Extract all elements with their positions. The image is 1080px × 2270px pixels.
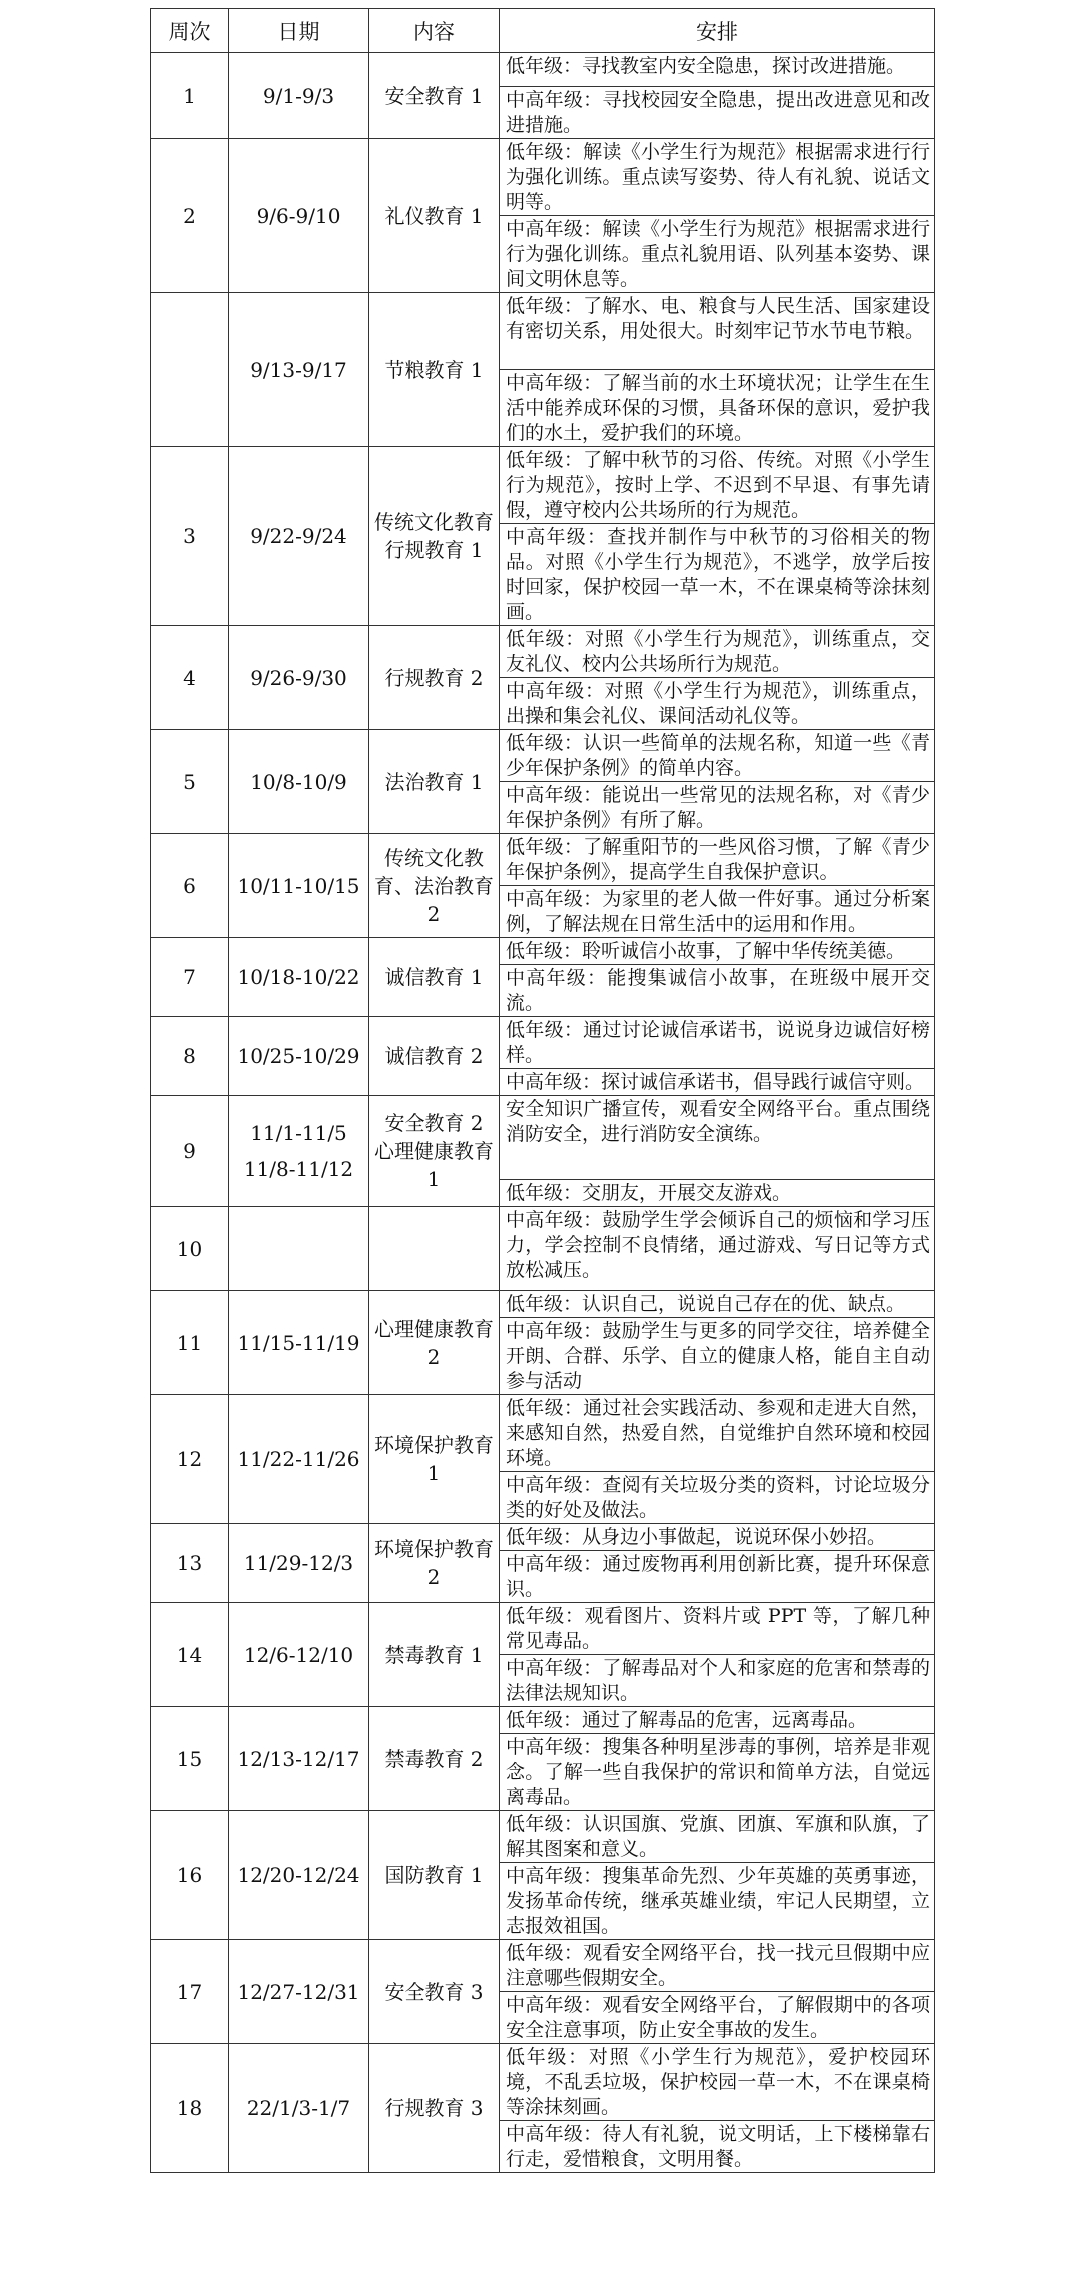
date-cell bbox=[229, 730, 369, 834]
date-cell bbox=[229, 1207, 369, 1291]
plan-upper-grade: 中高年级：查找并制作与中秋节的习俗相关的物品。对照《小学生行为规范》，不逃学，放学后按时回家，保护校园一草一木，不在课桌椅等涂抹刻画。 bbox=[500, 524, 935, 626]
topic-text: 节粮教育 1 bbox=[384, 357, 484, 382]
plan-upper-grade: 中高年级：观看安全网络平台，了解假期中的各项安全注意事项，防止安全事故的发生。 bbox=[500, 1992, 935, 2044]
plan-lower-grade: 低年级：认识国旗、党旗、团旗、军旗和队旗，了解其图案和意义。 bbox=[500, 1811, 935, 1863]
plan-lower-grade: 低年级：通过社会实践活动、参观和走进大自然，来感知自然，热爱自然，自觉维护自然环境和校园环境。 bbox=[500, 1395, 935, 1472]
topic-text: 诚信教育 2 bbox=[384, 1044, 484, 1068]
topic-cell bbox=[369, 139, 500, 293]
plan-lower-grade: 低年级：从身边小事做起，说说环保小妙招。 bbox=[500, 1524, 935, 1551]
schedule-row bbox=[151, 1017, 935, 1069]
topic-cell bbox=[369, 53, 500, 139]
topic-cell bbox=[369, 1603, 500, 1707]
plan-upper-grade: 中高年级：能说出一些常见的法规名称，对《青少年保护条例》有所了解。 bbox=[500, 782, 935, 834]
week-cell: 15 bbox=[151, 1707, 229, 1811]
date-cell bbox=[229, 1524, 369, 1603]
plan-lower-grade: 低年级：观看图片、资料片或 PPT 等，了解几种常见毒品。 bbox=[500, 1603, 935, 1655]
plan-lower-grade: 低年级：聆听诚信小故事，了解中华传统美德。 bbox=[500, 938, 935, 965]
topic-cell bbox=[369, 293, 500, 447]
schedule-row bbox=[151, 1207, 935, 1291]
date-cell bbox=[229, 293, 369, 447]
topic-text: 心理健康教育 2 bbox=[374, 1316, 494, 1369]
plan-upper-grade: 中高年级：能搜集诚信小故事，在班级中展开交流。 bbox=[500, 965, 935, 1017]
date-cell bbox=[229, 1395, 369, 1524]
schedule-row bbox=[151, 1395, 935, 1472]
plan-upper-grade: 中高年级：查阅有关垃圾分类的资料，讨论垃圾分类的好处及做法。 bbox=[500, 1472, 935, 1524]
date-text: 10/18-10/22 bbox=[237, 965, 360, 989]
schedule-table bbox=[150, 8, 935, 2173]
week-cell: 2 bbox=[151, 139, 229, 293]
date-cell bbox=[229, 1707, 369, 1811]
plan-lower-grade: 低年级：了解重阳节的一些风俗习惯，了解《青少年保护条例》，提高学生自我保护意识。 bbox=[500, 834, 935, 886]
schedule-row bbox=[151, 2044, 935, 2121]
week-cell: 6 bbox=[151, 834, 229, 938]
date-cell bbox=[229, 1811, 369, 1940]
topic-text-2: 行规教育 1 bbox=[384, 538, 484, 562]
week-cell: 13 bbox=[151, 1524, 229, 1603]
plan-upper-grade: 中高年级：待人有礼貌，说文明话，上下楼梯靠右行走，爱惜粮食，文明用餐。 bbox=[500, 2121, 935, 2173]
schedule-body bbox=[151, 53, 935, 2173]
plan-lower-grade: 低年级：通过了解毒品的危害，远离毒品。 bbox=[500, 1707, 935, 1734]
date-cell bbox=[229, 2044, 369, 2173]
schedule-row bbox=[151, 938, 935, 965]
topic-text: 安全教育 1 bbox=[384, 83, 484, 108]
topic-text: 安全教育 2 bbox=[384, 1111, 484, 1135]
week-cell: 7 bbox=[151, 938, 229, 1017]
plan-lower-grade: 低年级：认识一些简单的法规名称，知道一些《青少年保护条例》的简单内容。 bbox=[500, 730, 935, 782]
week-cell: 14 bbox=[151, 1603, 229, 1707]
topic-cell bbox=[369, 447, 500, 626]
week-cell: 4 bbox=[151, 626, 229, 730]
plan-lower-grade: 低年级：了解中秋节的习俗、传统。对照《小学生行为规范》，按时上学、不迟到不早退、有事先请假，遵守校内公共场所的行为规范。 bbox=[500, 447, 935, 524]
topic-text: 法治教育 1 bbox=[384, 769, 484, 794]
week-cell: 16 bbox=[151, 1811, 229, 1940]
plan-upper-grade: 中高年级：解读《小学生行为规范》根据需求进行行为强化训练。重点礼貌用语、队列基本姿势、课间文明休息等。 bbox=[500, 216, 935, 293]
date-text: 10/25-10/29 bbox=[237, 1044, 360, 1068]
topic-text: 禁毒教育 2 bbox=[384, 1746, 484, 1771]
date-cell bbox=[229, 53, 369, 139]
date-text: 12/20-12/24 bbox=[237, 1863, 360, 1887]
week-cell: 11 bbox=[151, 1291, 229, 1395]
week-cell: 1 bbox=[151, 53, 229, 139]
header-plan: 安排 bbox=[500, 9, 935, 53]
plan-lower-grade: 低年级：通过讨论诚信承诺书，说说身边诚信好榜样。 bbox=[500, 1017, 935, 1069]
schedule-row bbox=[151, 139, 935, 216]
plan-upper-grade: 中高年级：探讨诚信承诺书，倡导践行诚信守则。 bbox=[500, 1069, 935, 1096]
plan-lower-grade: 低年级：了解水、电、粮食与人民生活、国家建设有密切关系，用处很大。时刻牢记节水节电节粮。 bbox=[500, 293, 935, 370]
date-cell bbox=[229, 139, 369, 293]
date-text: 12/27-12/31 bbox=[237, 1979, 360, 2004]
date-cell bbox=[229, 626, 369, 730]
plan-lower-grade: 低年级：认识自己，说说自己存在的优、缺点。 bbox=[500, 1291, 935, 1318]
topic-text: 诚信教育 1 bbox=[384, 965, 484, 989]
week-cell: 3 bbox=[151, 447, 229, 626]
plan-lower-grade: 低年级：对照《小学生行为规范》，爱护校园环境，不乱丢垃圾，保护校园一草一木，不在课桌椅等涂抹刻画。 bbox=[500, 2044, 935, 2121]
topic-cell bbox=[369, 1940, 500, 2044]
date-cell bbox=[229, 1940, 369, 2044]
schedule-row bbox=[151, 730, 935, 782]
date-text: 10/11-10/15 bbox=[237, 873, 360, 898]
plan-upper-grade: 中高年级：鼓励学生与更多的同学交往，培养健全开朗、合群、乐学、自立的健康人格，能自主自动参与活动 bbox=[500, 1318, 935, 1395]
date-text: 9/13-9/17 bbox=[250, 357, 347, 382]
plan-lower-grade: 低年级：解读《小学生行为规范》根据需求进行行为强化训练。重点读写姿势、待人有礼貌、说话文明等。 bbox=[500, 139, 935, 216]
week-cell: 12 bbox=[151, 1395, 229, 1524]
topic-text: 行规教育 3 bbox=[384, 2096, 484, 2120]
schedule-row bbox=[151, 1707, 935, 1734]
date-text: 9/26-9/30 bbox=[250, 665, 347, 690]
week-cell: 17 bbox=[151, 1940, 229, 2044]
week-cell: 10 bbox=[151, 1207, 229, 1291]
topic-cell bbox=[369, 626, 500, 730]
date-text: 12/6-12/10 bbox=[243, 1642, 354, 1667]
topic-cell bbox=[369, 1096, 500, 1207]
schedule-row bbox=[151, 626, 935, 678]
topic-cell bbox=[369, 1811, 500, 1940]
plan-upper-grade: 低年级：交朋友，开展交友游戏。 bbox=[500, 1180, 935, 1207]
date-cell bbox=[229, 834, 369, 938]
week-cell: 8 bbox=[151, 1017, 229, 1096]
week-cell: 18 bbox=[151, 2044, 229, 2173]
date-cell bbox=[229, 938, 369, 1017]
schedule-row bbox=[151, 834, 935, 886]
plan-upper-grade: 中高年级：搜集各种明星涉毒的事例，培养是非观念。了解一些自我保护的常识和简单方法，自觉远离毒品。 bbox=[500, 1734, 935, 1811]
date-text: 12/13-12/17 bbox=[237, 1746, 360, 1771]
topic-cell bbox=[369, 834, 500, 938]
date-cell bbox=[229, 1017, 369, 1096]
schedule-row bbox=[151, 293, 935, 370]
topic-cell bbox=[369, 1524, 500, 1603]
topic-cell bbox=[369, 2044, 500, 2173]
plan-upper-grade: 中高年级：为家里的老人做一件好事。通过分析案例，了解法规在日常生活中的运用和作用。 bbox=[500, 886, 935, 938]
topic-cell bbox=[369, 1017, 500, 1096]
plan-upper-grade: 中高年级：寻找校园安全隐患，提出改进意见和改进措施。 bbox=[500, 87, 935, 139]
date-text: 9/1-9/3 bbox=[262, 83, 335, 108]
date-text-2: 11/8-11/12 bbox=[243, 1157, 354, 1181]
schedule-row bbox=[151, 1811, 935, 1863]
topic-text: 传统文化教育 bbox=[374, 510, 494, 534]
date-text: 11/1-11/5 bbox=[250, 1121, 347, 1145]
topic-cell bbox=[369, 730, 500, 834]
date-text: 11/15-11/19 bbox=[237, 1330, 360, 1355]
date-text: 22/1/3-1/7 bbox=[246, 2096, 351, 2120]
schedule-row bbox=[151, 1603, 935, 1655]
topic-cell bbox=[369, 1207, 500, 1291]
schedule-row bbox=[151, 1524, 935, 1551]
header-week: 周次 bbox=[151, 9, 229, 53]
header-date: 日期 bbox=[229, 9, 369, 53]
topic-text: 环境保护教育 1 bbox=[374, 1433, 494, 1485]
date-cell bbox=[229, 1096, 369, 1207]
date-cell bbox=[229, 447, 369, 626]
date-text: 9/6-9/10 bbox=[256, 203, 341, 228]
topic-text: 环境保护教育 2 bbox=[374, 1537, 494, 1589]
plan-upper-grade: 中高年级：对照《小学生行为规范》，训练重点，出操和集会礼仪、课间活动礼仪等。 bbox=[500, 678, 935, 730]
date-text: 10/8-10/9 bbox=[250, 769, 347, 794]
schedule-row bbox=[151, 53, 935, 87]
week-cell: 9 bbox=[151, 1096, 229, 1207]
week-cell: 5 bbox=[151, 730, 229, 834]
topic-text-2: 心理健康教育 1 bbox=[374, 1139, 494, 1191]
plan-lower-grade: 中高年级：鼓励学生学会倾诉自己的烦恼和学习压力，学会控制不良情绪，通过游戏、写日记等方式放松减压。 bbox=[500, 1207, 935, 1291]
plan-upper-grade: 中高年级：了解当前的水土环境状况；让学生在生活中能养成环保的习惯，具备环保的意识，爱护我们的水土，爱护我们的环境。 bbox=[500, 370, 935, 447]
topic-text: 行规教育 2 bbox=[384, 665, 484, 690]
plan-lower-grade: 低年级：对照《小学生行为规范》，训练重点，交友礼仪、校内公共场所行为规范。 bbox=[500, 626, 935, 678]
schedule-row bbox=[151, 1096, 935, 1180]
date-text: 11/29-12/3 bbox=[243, 1551, 354, 1575]
topic-text: 国防教育 1 bbox=[384, 1863, 484, 1887]
header-content: 内容 bbox=[369, 9, 500, 53]
schedule-row bbox=[151, 1940, 935, 1992]
date-text: 9/22-9/24 bbox=[250, 524, 347, 548]
topic-cell bbox=[369, 1395, 500, 1524]
date-cell bbox=[229, 1603, 369, 1707]
topic-cell bbox=[369, 1291, 500, 1395]
plan-lower-grade: 低年级：观看安全网络平台，找一找元旦假期中应注意哪些假期安全。 bbox=[500, 1940, 935, 1992]
header-row bbox=[151, 9, 935, 53]
date-text: 11/22-11/26 bbox=[237, 1447, 360, 1471]
plan-lower-grade: 低年级：寻找教室内安全隐患，探讨改进措施。 bbox=[500, 53, 935, 87]
schedule-row bbox=[151, 447, 935, 524]
topic-text: 礼仪教育 1 bbox=[384, 203, 484, 228]
plan-lower-grade: 安全知识广播宣传，观看安全网络平台。重点围绕消防安全，进行消防安全演练。 bbox=[500, 1096, 935, 1180]
topic-cell bbox=[369, 1707, 500, 1811]
plan-upper-grade: 中高年级：搜集革命先烈、少年英雄的英勇事迹，发扬革命传统，继承英雄业绩，牢记人民期望，立志报效祖国。 bbox=[500, 1863, 935, 1940]
topic-text: 传统文化教育、法治教育 2 bbox=[374, 845, 494, 926]
topic-text: 禁毒教育 1 bbox=[384, 1642, 484, 1667]
topic-text: 安全教育 3 bbox=[384, 1979, 484, 2004]
week-cell bbox=[151, 293, 229, 447]
plan-upper-grade: 中高年级：了解毒品对个人和家庭的危害和禁毒的法律法规知识。 bbox=[500, 1655, 935, 1707]
date-cell bbox=[229, 1291, 369, 1395]
plan-upper-grade: 中高年级：通过废物再利用创新比赛，提升环保意识。 bbox=[500, 1551, 935, 1603]
schedule-row bbox=[151, 1291, 935, 1318]
topic-cell bbox=[369, 938, 500, 1017]
